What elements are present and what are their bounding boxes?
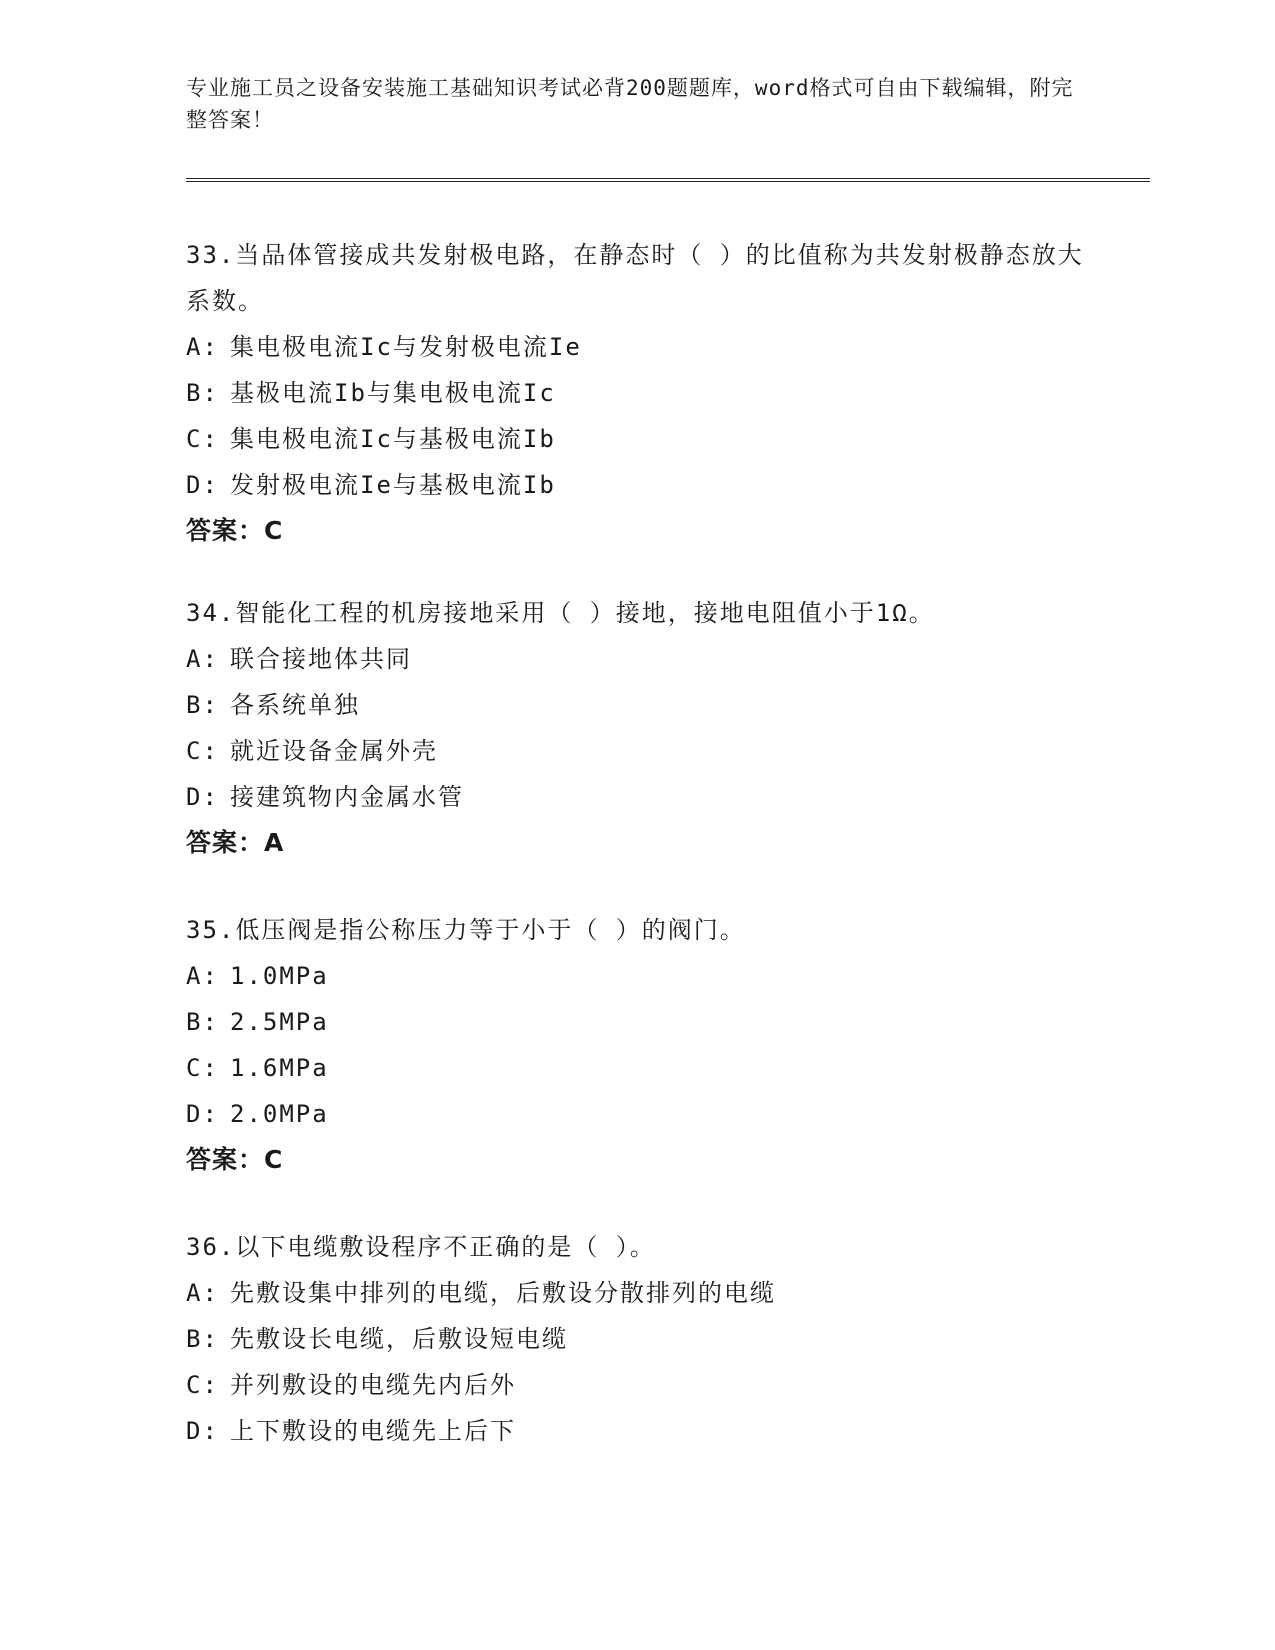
option-c bbox=[186, 416, 1086, 462]
option-a bbox=[186, 1270, 1086, 1316]
option-key: B: bbox=[186, 1325, 219, 1353]
question-stem: 33.当品体管接成共发射极电路，在静态时（ ）的比值称为共发射极静态放大系数。 bbox=[186, 241, 1084, 315]
option-a bbox=[186, 324, 1086, 370]
header-divider bbox=[186, 178, 1150, 182]
option-text: 2.0MPa bbox=[230, 1100, 329, 1128]
option-key: C: bbox=[186, 737, 219, 765]
option-b bbox=[186, 999, 1086, 1045]
option-b bbox=[186, 370, 1086, 416]
option-text: 先敷设集中排列的电缆，后敷设分散排列的电缆 bbox=[230, 1279, 776, 1307]
option-key: C: bbox=[186, 425, 219, 453]
option-c bbox=[186, 728, 1086, 774]
answer-line: 答案：A bbox=[186, 828, 285, 857]
question-stem: 35.低压阀是指公称压力等于小于（ ）的阀门。 bbox=[186, 916, 746, 944]
document-title: 专业施工员之设备安装施工基础知识考试必背200题题库，word格式可自由下载编辑，附完整答案！ bbox=[186, 76, 1074, 132]
option-key: A: bbox=[186, 962, 219, 990]
option-b bbox=[186, 682, 1086, 728]
option-d bbox=[186, 1408, 1086, 1454]
question-stem: 34.智能化工程的机房接地采用（ ）接地，接地电阻值小于1Ω。 bbox=[186, 599, 935, 627]
option-key: B: bbox=[186, 379, 219, 407]
option-d bbox=[186, 774, 1086, 820]
option-key: B: bbox=[186, 691, 219, 719]
option-key: D: bbox=[186, 1100, 219, 1128]
option-text: 联合接地体共同 bbox=[230, 645, 412, 673]
option-key: D: bbox=[186, 1417, 219, 1445]
option-c bbox=[186, 1362, 1086, 1408]
option-text: 1.6MPa bbox=[230, 1054, 329, 1082]
option-text: 基极电流Ib与集电极电流Ic bbox=[230, 379, 556, 407]
option-text: 接建筑物内金属水管 bbox=[230, 783, 464, 811]
question-stem: 36.以下电缆敷设程序不正确的是（ ）。 bbox=[186, 1233, 656, 1261]
option-d bbox=[186, 462, 1086, 508]
option-key: A: bbox=[186, 1279, 219, 1307]
option-key: B: bbox=[186, 1008, 219, 1036]
option-text: 1.0MPa bbox=[230, 962, 329, 990]
answer-line: 答案：C bbox=[186, 516, 284, 545]
option-a bbox=[186, 636, 1086, 682]
option-b bbox=[186, 1316, 1086, 1362]
option-text: 集电极电流Ic与基极电流Ib bbox=[230, 425, 556, 453]
option-text: 就近设备金属外壳 bbox=[230, 737, 438, 765]
option-key: C: bbox=[186, 1371, 219, 1399]
question-block-35 bbox=[186, 907, 1086, 1183]
option-text: 先敷设长电缆，后敷设短电缆 bbox=[230, 1325, 568, 1353]
option-key: A: bbox=[186, 333, 219, 361]
option-text: 上下敷设的电缆先上后下 bbox=[230, 1417, 516, 1445]
option-text: 集电极电流Ic与发射极电流Ie bbox=[230, 333, 582, 361]
option-key: D: bbox=[186, 783, 219, 811]
option-a bbox=[186, 953, 1086, 999]
option-text: 2.5MPa bbox=[230, 1008, 329, 1036]
answer-line: 答案：C bbox=[186, 1145, 284, 1174]
question-block-36 bbox=[186, 1224, 1086, 1454]
option-key: D: bbox=[186, 471, 219, 499]
option-text: 并列敷设的电缆先内后外 bbox=[230, 1371, 516, 1399]
question-block-33 bbox=[186, 232, 1086, 554]
option-d bbox=[186, 1091, 1086, 1137]
option-text: 发射极电流Ie与基极电流Ib bbox=[230, 471, 556, 499]
option-c bbox=[186, 1045, 1086, 1091]
question-block-34 bbox=[186, 590, 1086, 866]
option-text: 各系统单独 bbox=[230, 691, 360, 719]
option-key: A: bbox=[186, 645, 219, 673]
option-key: C: bbox=[186, 1054, 219, 1082]
